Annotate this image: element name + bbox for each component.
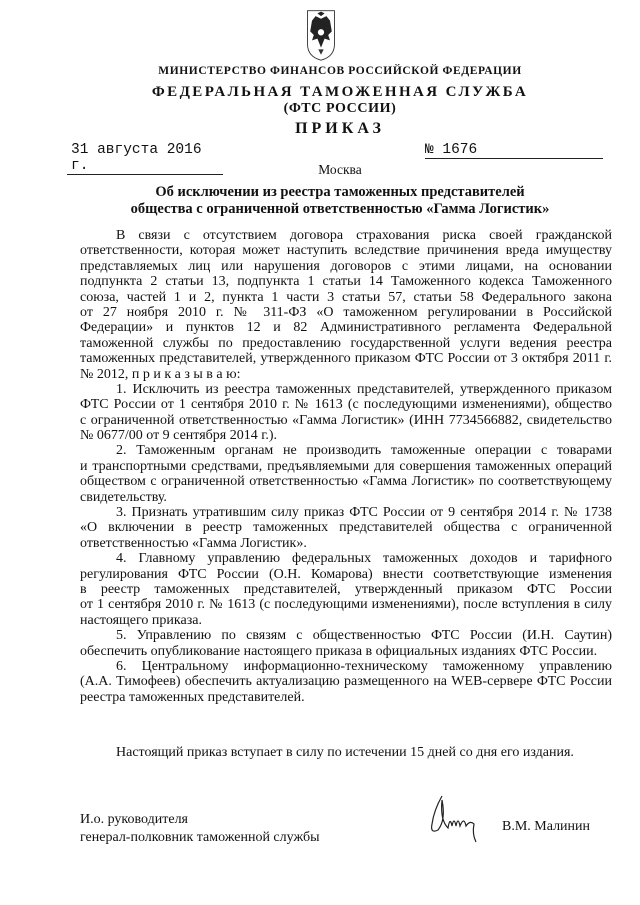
signatory-position xyxy=(80,811,319,847)
order-paragraph xyxy=(80,551,612,628)
paragraph-line: 3. Признать утратившим силу приказ ФТС России от 9 сентября 2014 г. № 1738 xyxy=(116,505,612,521)
order-paragraph xyxy=(80,228,612,382)
order-paragraph xyxy=(80,505,612,551)
paragraph-line: 4. Главному управлению федеральных таможенных доходов и тарифного xyxy=(116,551,612,567)
order-paragraph xyxy=(80,443,612,505)
order-paragraph xyxy=(80,382,612,444)
paragraph-line: обеспечить опубликование настоящего приказа в официальных изданиях ФТС России. xyxy=(80,643,598,659)
final-clause: Настоящий приказ вступает в силу по истечении 15 дней со дня его издания. xyxy=(116,745,574,760)
paragraph-line: представляемых лиц или нарушения договоров с этими лицами, на основании xyxy=(80,258,612,274)
signatory-position-line: И.о. руководителя xyxy=(80,812,189,827)
paragraph-line: Федерации» и пунктов 12 и 82 Административного регламента Федеральной xyxy=(80,320,612,336)
paragraph-line: (А.А. Тимофеев) обеспечить актуализацию размещенного на WEB-сервере ФТС России xyxy=(80,674,612,690)
paragraph-line: таможенной службы по предоставлению государственной услуги ведения реестра xyxy=(80,335,612,351)
paragraph-line: и транспортными средствами, предъявляемыми для совершения таможенных операций xyxy=(80,458,612,474)
order-title-line: Об исключении из реестра таможенных представителей xyxy=(155,184,525,200)
order-date: 31 августа 2016 г. xyxy=(67,142,223,175)
paragraph-line: от 1 сентября 2010 г. № 1613 (с последующими изменениями), после вступления в силу xyxy=(80,597,612,613)
paragraph-line: 1. Исключить из реестра таможенных представителей, утвержденного приказом xyxy=(116,381,612,397)
service-short-name: (ФТС РОССИИ) xyxy=(283,101,397,116)
paragraph-line: союза, частей 1 и 2, пункта 1 части 3 статьи 57, статьи 58 Федерального закона xyxy=(80,289,612,305)
document-type: ПРИКАЗ xyxy=(295,120,385,137)
handwritten-signature xyxy=(420,790,500,845)
paragraph-line: с ограниченной ответственностью «Гамма Логистик» (ИНН 7734566882, свидетельство xyxy=(80,412,612,428)
order-city: Москва xyxy=(318,162,362,177)
service-name: ФЕДЕРАЛЬНАЯ ТАМОЖЕННАЯ СЛУЖБА xyxy=(151,84,529,100)
paragraph-line: В связи с отсутствием договора страхования риска своей гражданской xyxy=(116,228,612,243)
paragraph-line: 5. Управлению по связям с общественностью ФТС России (И.Н. Саутин) xyxy=(116,628,612,644)
paragraph-line: ответственности, которая может наступить вследствие причинения вреда имуществу xyxy=(80,243,612,259)
signatory-name: В.М. Малинин xyxy=(502,819,591,834)
signatory-position-line: генерал-полковник таможенной службы xyxy=(80,830,320,845)
paragraph-line: настоящего приказа. xyxy=(80,612,202,628)
ministry-name: МИНИСТЕРСТВО ФИНАНСОВ РОССИЙСКОЙ ФЕДЕРАЦИИ xyxy=(158,65,522,77)
order-title xyxy=(20,184,640,218)
paragraph-line: свидетельству. xyxy=(80,489,167,505)
order-title-line: общества с ограниченной ответственностью «Гамма Логистик» xyxy=(130,201,550,217)
order-body xyxy=(80,228,612,705)
paragraph-line: ответственностью «Гамма Логистик». xyxy=(80,535,307,551)
paragraph-line: реестра таможенных представителей. xyxy=(80,689,305,705)
paragraph-line: «О включении в реестр таможенных представителей общества с ограниченной xyxy=(80,520,612,536)
paragraph-line: ФТС России от 1 сентября 2010 г. № 1613 (с последующими изменениями), общество xyxy=(80,397,612,413)
order-paragraph xyxy=(80,659,612,705)
paragraph-line: таможенных представителей, утвержденного приказом ФТС России от 3 октября 2011 г. xyxy=(80,351,612,367)
paragraph-line: обществом с ограниченной ответственностью «Гамма Логистик» по соответствующему xyxy=(80,474,612,490)
coat-of-arms-emblem xyxy=(303,8,339,62)
paragraph-line: 2. Таможенным органам не производить таможенные операции с товарами xyxy=(116,443,612,459)
paragraph-line: от 27 ноября 2010 г. № 311-ФЗ «О таможенном регулировании в Российской xyxy=(80,304,612,320)
order-paragraph xyxy=(80,628,612,659)
paragraph-line: № 0677/00 от 9 сентября 2014 г.). xyxy=(80,428,278,444)
paragraph-line: 6. Центральному информационно-техническому таможенному управлению xyxy=(116,658,612,674)
order-number: № 1676 xyxy=(425,142,603,159)
paragraph-line: подпункта 2 статьи 13, подпункта 1 статьи 14 Таможенного кодекса Таможенного xyxy=(80,274,612,290)
paragraph-line: в реестр таможенных представителей, утвержденный приказом ФТС России xyxy=(80,581,612,597)
paragraph-line: регулирования ФТС России (О.Н. Комарова) внести соответствующие изменения xyxy=(80,566,612,582)
paragraph-line: № 2012, п р и к а з ы в а ю: xyxy=(80,366,241,382)
